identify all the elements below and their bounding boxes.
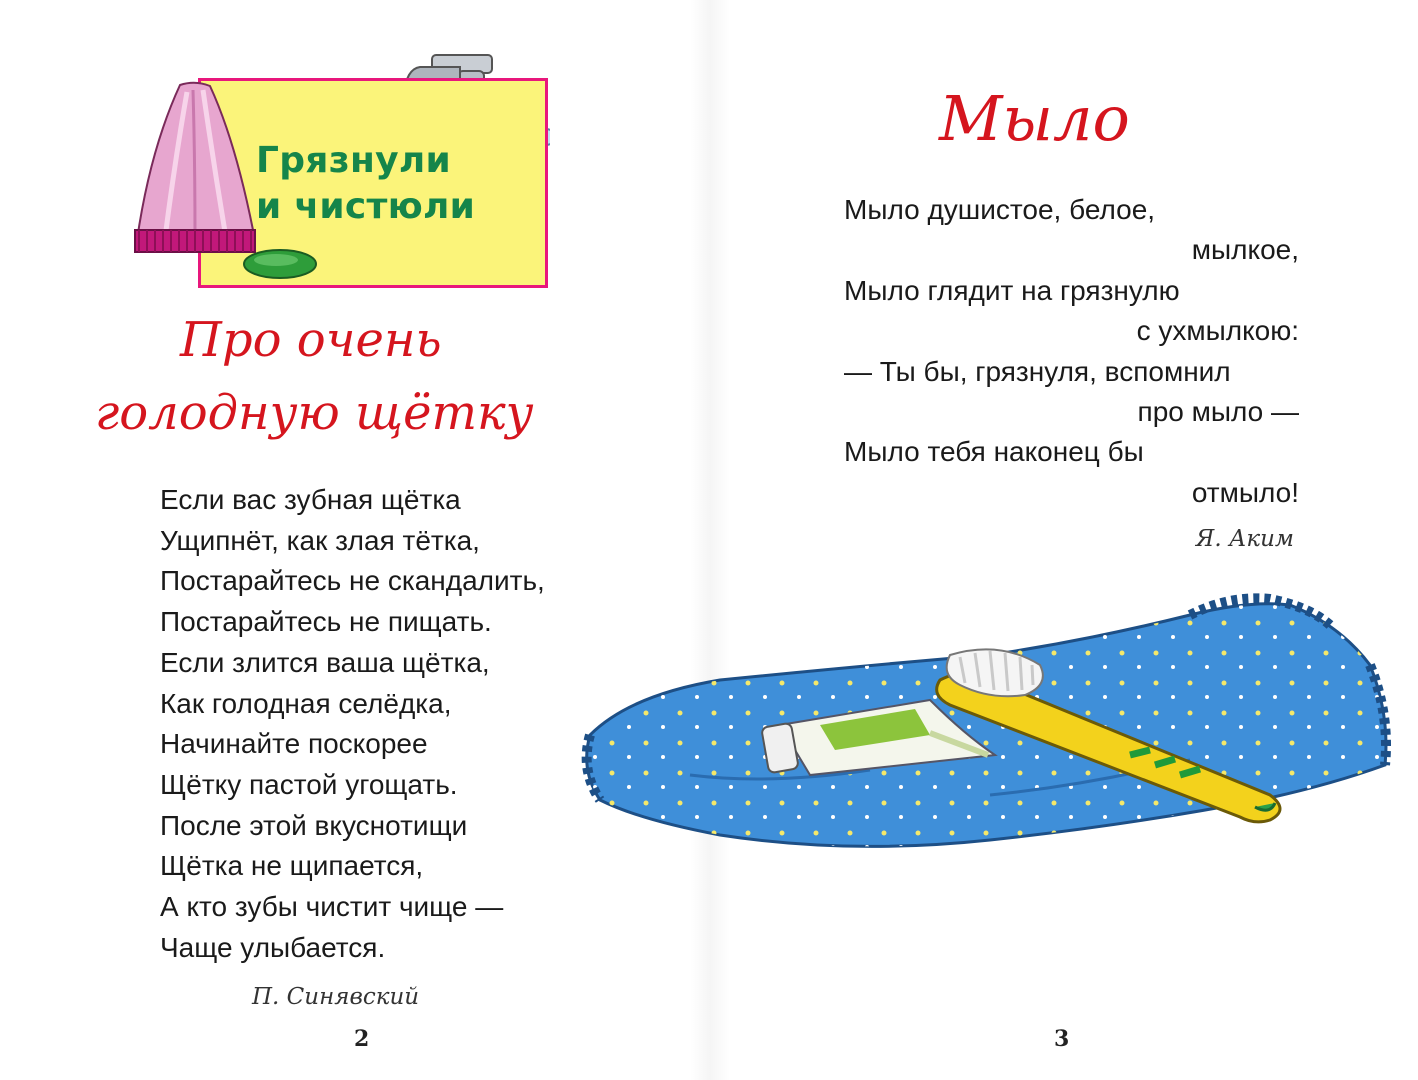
poem-line: Мыло душистое, белое, bbox=[844, 194, 1156, 225]
page-number: 2 bbox=[354, 1026, 370, 1052]
poem-line: Постарайтесь не скандалить, bbox=[160, 565, 545, 597]
poem-title: Мыло bbox=[939, 82, 1130, 155]
right-page bbox=[709, 0, 1418, 1080]
poem-line: Щётка не щипается, bbox=[160, 850, 424, 882]
poem-line: — Ты бы, грязнуля, вспомнил bbox=[844, 355, 1231, 387]
poem-line: мылкое, bbox=[1191, 234, 1299, 266]
poem-line: Ущипнёт, как злая тётка, bbox=[160, 524, 480, 556]
towel-icon bbox=[125, 80, 260, 260]
page-number: 3 bbox=[1054, 1026, 1070, 1052]
poem-line: Мыло тебя наконец бы bbox=[844, 436, 1144, 468]
poem-line: Если вас зубная щётка bbox=[160, 484, 461, 515]
washcloth-icon bbox=[570, 585, 1410, 885]
poem-line: отмыло! bbox=[1191, 476, 1299, 508]
poem-line: с ухмылкою: bbox=[1136, 315, 1299, 347]
poem-text bbox=[844, 190, 1299, 513]
poem-line: про мыло — bbox=[1137, 396, 1299, 428]
poem-line: А кто зубы чистит чище — bbox=[160, 891, 504, 923]
poem-text bbox=[160, 480, 580, 968]
poem-title-line-1: Про очень bbox=[180, 312, 442, 368]
poem-line: Мыло глядит на грязнулю bbox=[844, 274, 1180, 306]
poem-line: Начинайте поскорее bbox=[160, 728, 428, 760]
soap-icon bbox=[240, 242, 320, 282]
poem-line: Щётку пастой угощать. bbox=[160, 768, 458, 800]
poem-line: Как голодная селёдка, bbox=[160, 687, 452, 719]
poem-line: После этой вкуснотищи bbox=[160, 809, 468, 841]
poem-line: Постарайтесь не пищать. bbox=[160, 606, 492, 638]
poem-author: Я. Аким bbox=[1195, 526, 1294, 552]
section-title: Грязнули и чистюли bbox=[256, 140, 476, 227]
poem-title-line-2: голодную щётку bbox=[95, 385, 534, 441]
poem-line: Если злится ваша щётка, bbox=[160, 646, 490, 678]
poem-line: Чаще улыбается. bbox=[160, 931, 386, 963]
poem-author: П. Синявский bbox=[252, 984, 420, 1010]
